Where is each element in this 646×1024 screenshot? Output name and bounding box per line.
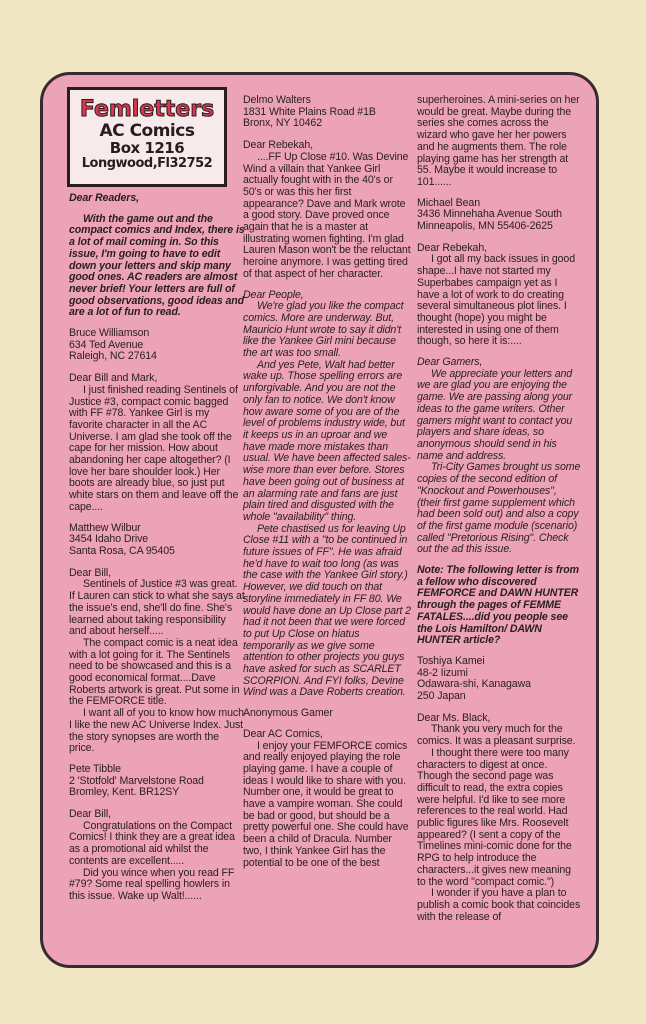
sender-name: Toshiya Kamei — [417, 654, 485, 667]
reply-body: Pete chastised us for leaving Up Close #11 with a "to be continued in future issues of FF". He was afraid he'd have to wait too long (as was the case with the Yankee Girl story.) However, we did touch on that storyline immediately in FF 80. We would have done an Up Close part 2 had it not been that we were forced to put Up Close on hiatus temporarily as we give some attention to other projects you guys have asked for such as SCARLET SCORPION. And FYI folks, Devine Wind was a Dave Roberts creation. — [243, 522, 411, 699]
logo-box: Box 1216 — [109, 139, 185, 157]
letter-salutation: Dear Bill and Mark, — [69, 372, 158, 385]
sender-name: Delmo Walters — [243, 94, 311, 106]
letter-address — [69, 328, 245, 363]
letter-salutation: Dear Bill, — [69, 808, 111, 821]
reply-body: Tri-City Games brought us some copies of the second edition of "Knockout and Powerhouses", (their first game supplement which had been sold out) and also a copy of the first game module (scenario) called "Pretorious Rising". Check out the ad this issue. — [417, 461, 581, 556]
letter-address — [243, 95, 411, 130]
letter-body: ....FF Up Close #10. Was Devine Wind a villain that Yankee Girl actually fought with in the 40's or 50's or was this her first appearance? Dave and Mark wrote a good story. Dave proved once again that he is a master at illustrating women fighting. I'm glad Lauren Mason won't be the reluctant heroine anymore. I was getting tired of that aspect of her character. — [243, 150, 411, 280]
column-2 — [243, 95, 411, 878]
column-3 — [417, 95, 581, 932]
letter-body: superheroines. A mini-series on her would be great. Maybe during the series she comes across the wizard who gave her her powers and he augments them. The role playing game has her strength at 55. Maybe it would increase to 101...... — [417, 94, 580, 188]
sender-street: 634 Ted Avenue — [69, 338, 144, 351]
letter-body: I thought there were too many characters to digest at once. Though the second page was difficult to read, the extra copies were helpful. I'd like to see more references to the real world. Had public figures like Mrs. Roosevelt appeared? (I sent a copy of the Timelines mini-comic done for the RPG to help introduce the characters...it gives new meaning to the word "compact comic.") — [417, 746, 572, 888]
logo-city: Longwood,Fl32752 — [81, 156, 213, 171]
letter-body: Thank you very much for the comics. It was a pleasant surprise. — [417, 723, 576, 748]
sender-city: Minneapolis, MN 55406-2625 — [417, 220, 553, 233]
letter-body: I enjoy your FEMFORCE comics and really enjoyed playing the role playing game. I have a couple of ideas I would like to share with you. Number one, it would be great to have a vampire woman. She could be bad or good, but should be a pretty powerful one. She could have been a child of Dracula. Number two, I think Yankee Girl has the potential to be one of the best — [243, 739, 409, 869]
letter-address — [417, 198, 581, 233]
letter-salutation: Dear Bill, — [69, 566, 111, 579]
letter-body: Congratulations on the Compact Comics! I think they are a great idea as a promotional aid whilst the contents are excellent..... — [69, 819, 235, 867]
logo-title: Femletters — [79, 97, 215, 122]
sender-city: Odawara-shi, Kanagawa — [417, 678, 531, 691]
sender-country: 250 Japan — [417, 690, 466, 703]
letter-body: I got all my back issues in good shape...I have not started my Superbabes campaign yet as I have a lot of work to do creating several simultaneous plot lines. I thought (hope) you might be interested in using one of them though, so here it is:.... — [417, 253, 576, 348]
letter-body: I just finished reading Sentinels of Justice #3, compact comic bagged with FF #78. Yankee Girl is my favorite character in all the AC Universe. I am glad she took off the cape for her mission. How about abandoning her cape altogether? (I love her bare shoulder look.) Her boots are already blue, so just put white stars on them and leave off the cape.... — [69, 383, 239, 513]
letter-salutation: Dear Rebekah, — [243, 139, 313, 152]
sender-name: Matthew Wilbur — [69, 521, 141, 534]
editor-note: Note: The following letter is from a fellow who discovered FEMFORCE and DAWN HUNTER through the pages of FEMME FATALES....did you people see the Lois Hamilton/ DAWN HUNTER article? — [417, 564, 579, 647]
sender-name: Pete Tibble — [69, 762, 121, 775]
reply-body: We're glad you like the compact comics. More are underway. But, Mauricio Hunt wrote to say it didn't like the Yankee Girl mini because the art was too small. — [243, 300, 404, 360]
sender-city: Santa Rosa, CA 95405 — [69, 544, 175, 557]
femletters-logo — [67, 87, 227, 187]
sender-city: Bromley, Kent. BR12SY — [69, 786, 180, 799]
letter-body: Sentinels of Justice #3 was great. If Lauren can stick to what she says at the issue's end, she'll do fine. She's learned about taking responsibility and about herself..... — [69, 578, 245, 638]
intro-salutation: Dear Readers, — [69, 192, 139, 204]
letter-body: I wonder if you have a plan to publish a comic book that coincides with the release of — [417, 887, 581, 923]
column-1 — [69, 193, 245, 912]
letter-salutation: Dear Ms. Black, — [417, 711, 491, 724]
letter-body: Did you wince when you read FF #79? Some real spelling howlers in this issue. Wake up Walt!...... — [69, 866, 235, 902]
sender-name: Michael Bean — [417, 196, 480, 209]
letter-address — [69, 523, 245, 558]
letter-body: I want all of you to know how much I like the new AC Universe Index. Just the story synopses are worth the price. — [69, 707, 244, 755]
sender-name: Anonymous Gamer — [243, 707, 333, 720]
letter-salutation: Dear AC Comics, — [243, 727, 323, 740]
intro-body: With the game out and the compact comics and Index, there is a lot of mail coming in. So this issue, I'm going to have to edit down your letters and skip many good ones. AC readers are almost never brief! Your letters are full of good observations, good ideas and are a lot of fun to read. — [69, 212, 245, 319]
logo-publisher: AC Comics — [99, 121, 195, 141]
reply-body: And yes Pete, Walt had better wake up. Those spelling errors are unforgivable. And you are not the only fan to notice. We don't know how aware some of you are of the level of problems industry wide, but it keeps us in an uproar and we have made more mistakes than usual. We have been affected sales-wise more than ever before. Stores have been going out of business at an alarming rate and fans are just plain tired and disgusted with the whole "availability" thing. — [243, 358, 411, 523]
sender-name: Bruce Williamson — [69, 327, 150, 340]
sender-street: 3436 Minnehaha Avenue South — [417, 208, 562, 221]
letters-panel — [40, 72, 599, 968]
sender-street: 48-2 Iizumi — [417, 666, 468, 679]
letter-address — [417, 656, 581, 703]
sender-street: 1831 White Plains Road #1B — [243, 105, 376, 118]
sender-street: 2 'Stotfold' Marvelstone Road — [69, 774, 204, 787]
sender-street: 3454 Idaho Drive — [69, 533, 149, 546]
reply-salutation: Dear Gamers, — [417, 356, 483, 369]
letter-salutation: Dear Rebekah, — [417, 241, 487, 254]
reply-body: We appreciate your letters and we are glad you are enjoying the game. We are passing along your ideas to the game writers. Other gamers might want to contact you players and share ideas, so anonymous should send in his name and address. — [417, 367, 573, 462]
letter-address — [69, 764, 245, 799]
letter-body: The compact comic is a neat idea with a lot going for it. The Sentinels need to be showcased and this is a good economical format....Dave Roberts artwork is great. Put some in the FEMFORCE title. — [69, 636, 240, 708]
reply-salutation: Dear People, — [243, 288, 304, 301]
sender-city: Raleigh, NC 27614 — [69, 350, 157, 363]
sender-city: Bronx, NY 10462 — [243, 117, 322, 130]
